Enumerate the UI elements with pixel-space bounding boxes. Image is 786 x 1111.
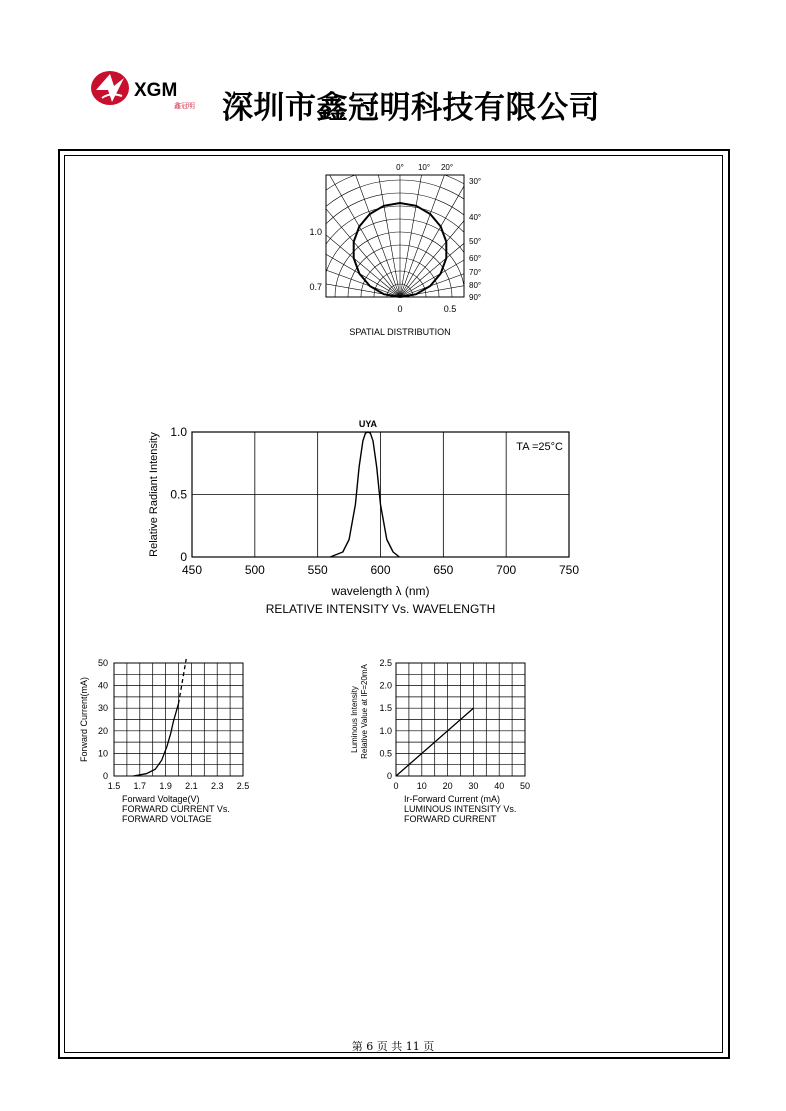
iv-y-tick-label: 0	[102, 771, 108, 781]
lum-y-tick-label: 1.5	[379, 703, 392, 714]
spectrum-x-tick-label: 750	[558, 563, 580, 577]
lum-y-tick-label: 0.5	[379, 748, 392, 759]
page-footer: 第 6 页 共 11 页	[351, 1040, 435, 1053]
lum-y-tick-label: 1.0	[379, 725, 392, 736]
lum-y-tick-label: 2.0	[379, 680, 392, 691]
spatial-angle-line	[290, 158, 400, 297]
spatial-angle-line	[400, 222, 510, 297]
spatial-distribution-chart	[290, 158, 510, 348]
spatial-top-angle-label: 20°	[440, 163, 454, 172]
iv-x-tick-label: 1.7	[133, 781, 147, 791]
iv-y-tick-label: 20	[97, 725, 108, 736]
spectrum-svg	[140, 400, 600, 625]
logo-icon	[90, 68, 210, 112]
spectrum-y-tick-label: 0.5	[170, 487, 187, 502]
company-name: 深圳市鑫冠明科技有限公司	[222, 90, 600, 126]
iv-x-tick-label: 2.5	[236, 781, 250, 791]
lum-title-line: FORWARD CURRENT	[404, 814, 497, 824]
iv-y-tick-label: 10	[97, 748, 108, 759]
iv-y-tick-label: 50	[97, 658, 108, 668]
spatial-left-label: 0.7	[309, 282, 322, 292]
iv-title-line: FORWARD VOLTAGE	[122, 814, 212, 824]
page-header	[0, 0, 786, 140]
spectrum-x-tick-label: 700	[496, 563, 517, 577]
iv-y-tick-label: 30	[97, 703, 108, 714]
iv-x-tick-label: 1.5	[107, 781, 121, 791]
luminous-chart	[345, 655, 555, 835]
spatial-angle-line	[400, 158, 510, 297]
spatial-top-angle-label: 0°	[396, 163, 404, 172]
lum-x-tick-label: 30	[468, 781, 479, 791]
spectrum-title: RELATIVE INTENSITY Vs. WAVELENGTH	[265, 602, 496, 616]
spectrum-x-tick-label: 450	[181, 563, 203, 577]
lum-y-tick-label: 2.5	[379, 658, 392, 668]
spatial-right-angle-label: 70°	[469, 268, 482, 277]
iv-x-tick-label: 2.1	[185, 781, 198, 791]
spatial-angle-line	[400, 158, 438, 297]
spectrum-series-label: UYA	[358, 419, 378, 429]
logo-subtext: 鑫冠明	[174, 102, 195, 110]
iv-y-tick-label: 40	[97, 680, 108, 691]
lum-x-tick-label: 50	[519, 781, 531, 791]
spectrum-x-tick-label: 650	[433, 563, 454, 577]
iv-x-tick-label: 2.3	[210, 781, 224, 791]
iv-chart	[72, 655, 272, 835]
lum-y-tick-label: 0	[386, 771, 392, 781]
iv-x-tick-label: 1.9	[159, 781, 172, 791]
spectrum-x-axis-label: wavelength λ (nm)	[331, 584, 430, 598]
spatial-right-angle-label: 60°	[469, 254, 482, 263]
spatial-angle-line	[290, 158, 400, 297]
spatial-angle-line	[362, 158, 400, 297]
spatial-left-label: 1.0	[309, 227, 322, 237]
lum-x-tick-label: 10	[416, 781, 427, 791]
lum-y-axis-label-line1: Luminous Intensity	[350, 686, 359, 753]
spatial-grid	[290, 158, 510, 348]
spectrum-x-tick-label: 500	[244, 563, 265, 577]
spectrum-x-tick-label: 600	[370, 563, 391, 577]
spectrum-annotation: TA =25°C	[516, 441, 563, 453]
spatial-angle-line	[400, 158, 510, 297]
spatial-right-angle-label: 50°	[469, 237, 482, 246]
iv-svg	[72, 655, 272, 835]
spatial-bottom-label: 0	[397, 304, 403, 314]
iv-title-line: FORWARD CURRENT Vs.	[122, 804, 230, 814]
spectrum-x-tick-label: 550	[307, 563, 328, 577]
lum-x-tick-label: 40	[494, 781, 505, 791]
spatial-angle-line	[400, 158, 510, 297]
luminous-svg	[345, 655, 555, 835]
lum-x-tick-label: 20	[442, 781, 453, 791]
spectrum-y-axis-label: Relative Radiant Intensity	[148, 432, 160, 557]
lum-y-axis-label-line2: Relative Value at IF=20mA	[360, 664, 369, 759]
spectrum-y-tick-label: 0	[180, 550, 187, 564]
spatial-right-angle-label: 40°	[469, 213, 482, 222]
spatial-right-angle-label: 80°	[469, 281, 482, 290]
spatial-right-angle-label: 30°	[469, 177, 482, 186]
lum-x-axis-label: Ir-Forward Current (mA)	[404, 794, 501, 804]
spatial-top-angle-label: 10°	[417, 163, 431, 172]
spatial-bottom-label: 0.5	[443, 304, 457, 314]
spatial-right-angle-label: 90°	[469, 293, 482, 302]
lum-x-tick-label: 0	[393, 781, 399, 791]
iv-x-axis-label: Forward Voltage(V)	[122, 794, 200, 804]
spatial-distribution-svg	[290, 158, 510, 348]
iv-y-axis-label: Forward Current(mA)	[79, 676, 89, 763]
spatial-title: SPATIAL DISTRIBUTION	[349, 327, 451, 337]
spectrum-y-tick-label: 1.0	[170, 425, 187, 439]
spatial-angle-line	[290, 158, 400, 297]
lum-title-line: LUMINOUS INTENSITY Vs.	[404, 804, 517, 814]
logo-text: XGM	[134, 80, 178, 101]
company-logo	[90, 68, 210, 112]
spatial-angle-line	[290, 222, 400, 297]
spectrum-chart	[140, 400, 600, 625]
